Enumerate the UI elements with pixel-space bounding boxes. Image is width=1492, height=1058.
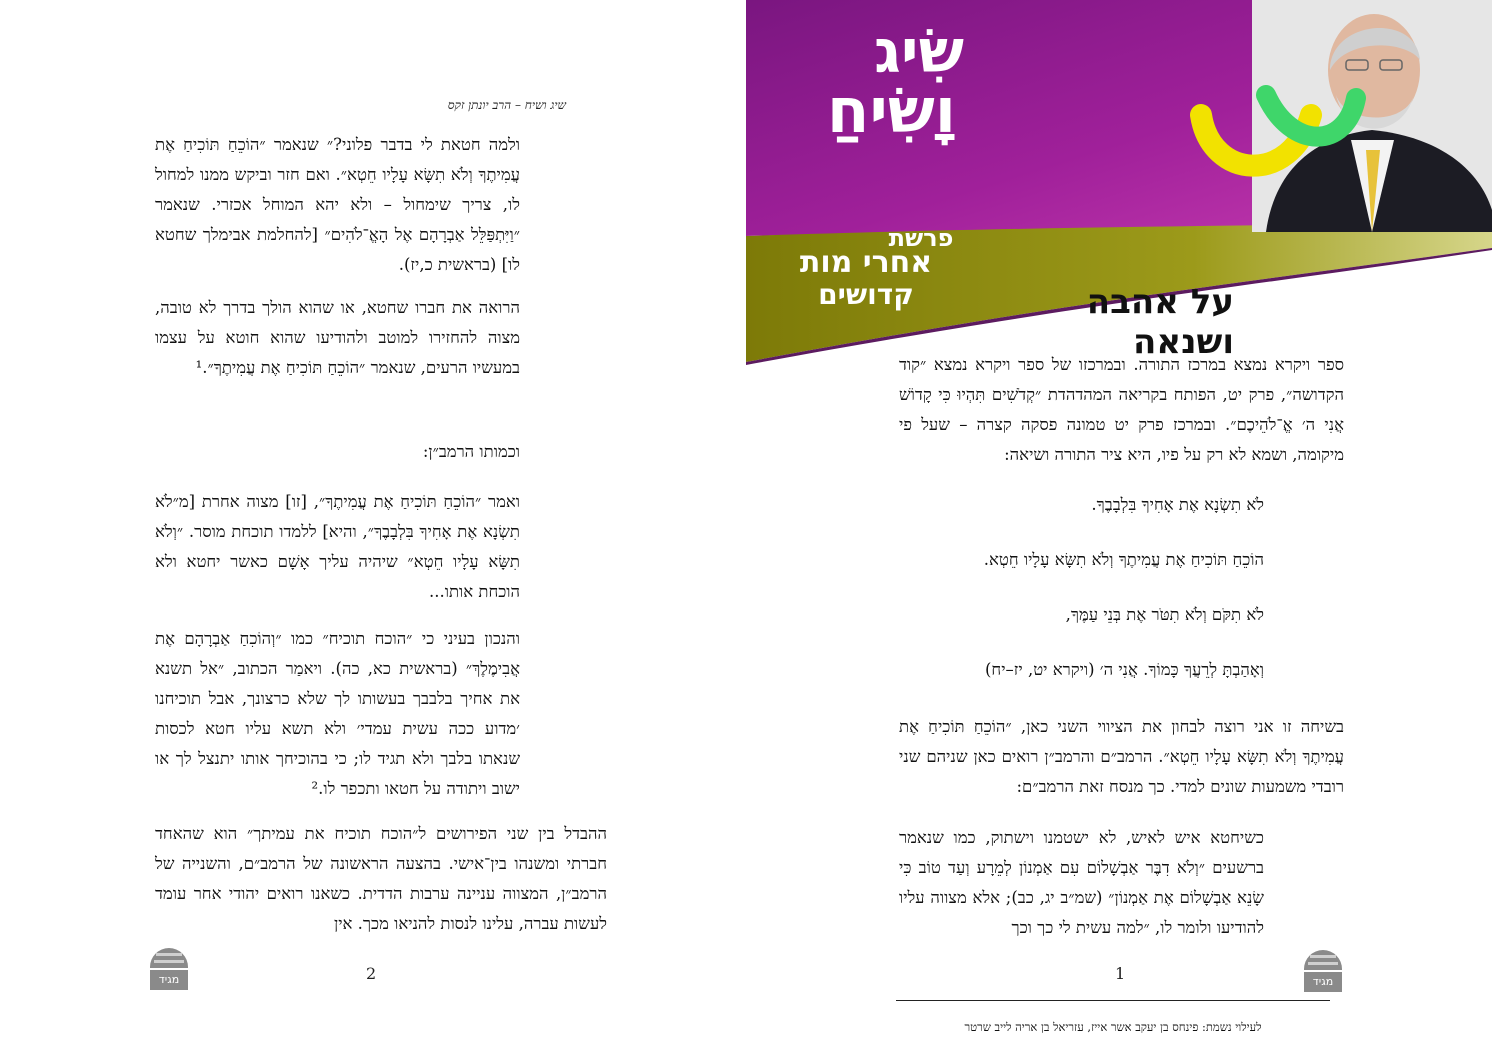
paragraph-3: וכמותו הרמב״ן: [422,442,520,461]
page-number: 1 [1115,964,1126,983]
paragraph-6: ההבדל בין שני הפירושים ל״הוכח תוכיח את עמיתך״ הוא שהאחד חברתי ומשנהו בין־אישי. בהצעה הראשונה של הרמב״ם, והשנייה של הרמב״ן, המצווה עניינה ערבות הדדית. כשאנו רואים יהודי אחר עומד לעשות עברה, עלינו לנסות להניאו מכך. אין [155,824,607,933]
publisher-logo-text: מגיד [1304,972,1342,992]
quote-paragraph: כשיחטא איש לאיש, לא ישטמנו וישתוק, כמו שנאמר ברשעים ״וְלֹא דִבֶּר אַבְשָׁלוֹם עִם אַמְנוֹן לְמֵרָע וְעַד טוֹב כִּי שָׂנֵא אַבְשָׁלוֹם אֶת אַמְנוֹן״ (שמ״ב יג, כב); אלא מצווה עליו להודיעו ולומר לו, ״למה עשית לי כך וכך [899,828,1264,937]
paragraph-2: הרואה את חברו שחטא, או שהוא הולך בדרך לא טובה, מצוה להחזירו למוטב ולהודיעו שהוא חוטא על עצמו במעשיו הרעים, שנאמר ״הוֹכֵחַ תּוֹכִיחַ אֶת עֲמִיתֶךָ״.¹ [155,298,520,377]
paragraph-4: ואמר ״הוֹכֵחַ תּוֹכִיחַ אֶת עֲמִיתֶךָ״, [זו] מצוה אחרת [מ״לֹא תִשְׂנָא אֶת אָחִיךָ בִּלְבָבֶךָ״, והיא] ללמדו תוכחת מוסר. ״וְלֹא תִשָּׂא עָלָיו חֵטְא״ שיהיה עליך אָשָׁם כאשר יחטא ולא הוכחת אותו... [155,492,520,601]
right-page [746,0,1492,1058]
parasha-name-2: קדושים [818,278,914,311]
page-number: 2 [366,964,377,983]
parasha-name-1: אחרי מות [799,245,933,280]
verse-1: לֹא תִשְׂנָא אֶת אָחִיךָ בִּלְבָבֶךָ. [1091,495,1264,514]
dedication-footer: לעילוי נשמת: פינחס בן יעקב אשר אייז, עזריאל בן אריה לייב שרטר [964,1020,1262,1034]
intro-paragraph: ספר ויקרא נמצא במרכז התורה. ובמרכזו של ספר ויקרא נמצא ״קוד הקדושה״, פרק יט, הפותח בקריאה המהדהדת ״קְדֹשִׁים תִּהְיוּ כִּי קָדוֹשׁ אֲנִי ה׳ אֱ־לֹהֵיכֶם״. ובמרכז פרק יט טמונה פסקה קצרה – שעל פי מיקומה, ושמא לא רק על פיו, היא ציר התורה ושיאה: [899,355,1344,464]
article-title: על אהבה ושנאה [1086,282,1234,362]
verse-3: לֹא תִקֹּם וְלֹא תִטֹּר אֶת בְּנֵי עַמֶּךָ, [1065,605,1264,624]
footer-divider [896,1000,1330,1001]
verse-2: הוֹכֵחַ תּוֹכִיחַ אֶת עֲמִיתֶךָ וְלֹא תִשָּׂא עָלָיו חֵטְא. [983,550,1264,569]
paragraph-1: ולמה חטאת לי בדבר פלוני?״ שנאמר ״הוֹכֵחַ תּוֹכִיחַ אֶת עֲמִיתֶךָ וְלֹא תִשָּׂא עָלָיו חֵטְא״. ואם חזר וביקש ממנו למחול לו, צריך שימחול – ולא יהא המוחל אכזרי. שנאמר ״וַיִּתְפַּלֵּל אַבְרָהָם אֶל הָאֱ־לֹהִים״ [להחלמת אבימלך שחטא לו] (בראשית כ,יז). [155,135,520,274]
publisher-logo [150,948,188,992]
brand-title-line1: שִׂיג [874,17,964,87]
publisher-logo [1304,950,1342,994]
paragraph-5: והנכון בעיני כי ״הוכח תוכיח״ כמו ״וְהוֹכִחַ אַבְרָהָם אֶת אֲבִימֶלֶךְ״ (בראשית כא, כה). ויאמַר הכתוב, ״אל תשנא את אחיך בלבבך בעשותו לך שלא כרצונך, אבל תוכיחנו ׳מדוע ככה עשית עמדי׳ ולא תשא עליו חטא לכסות שנאתו בלבך ולא תגיד לו; כי בהוכיחך אותו יתנצל לך או ישוב ויתודה על חטאו ותכפר לו.² [155,629,520,798]
publisher-logo-text: מגיד [150,970,188,990]
running-header: שיג ושיח – הרב יונתן זקס [447,98,566,112]
verse-4: וְאָהַבְתָּ לְרֵעֲךָ כָּמוֹךָ. אֲנִי ה׳ (ויקרא יט, יז–יח) [985,660,1264,679]
brand-title-line2: וָשִׂיחַ [826,74,956,147]
parasha-label: פרשת [888,224,954,252]
body-paragraph: בשיחה זו אני רוצה לבחון את הציווי השני כאן, ״הוֹכֵחַ תּוֹכִיחַ אֶת עֲמִיתֶךָ וְלֹא תִשָּׂא עָלָיו חֵטְא״. הרמב״ם והרמב״ן רואים כאן שניהם שני רובדי משמעות שונים למדי. כך מנסח זאת הרמב״ם: [899,717,1344,796]
